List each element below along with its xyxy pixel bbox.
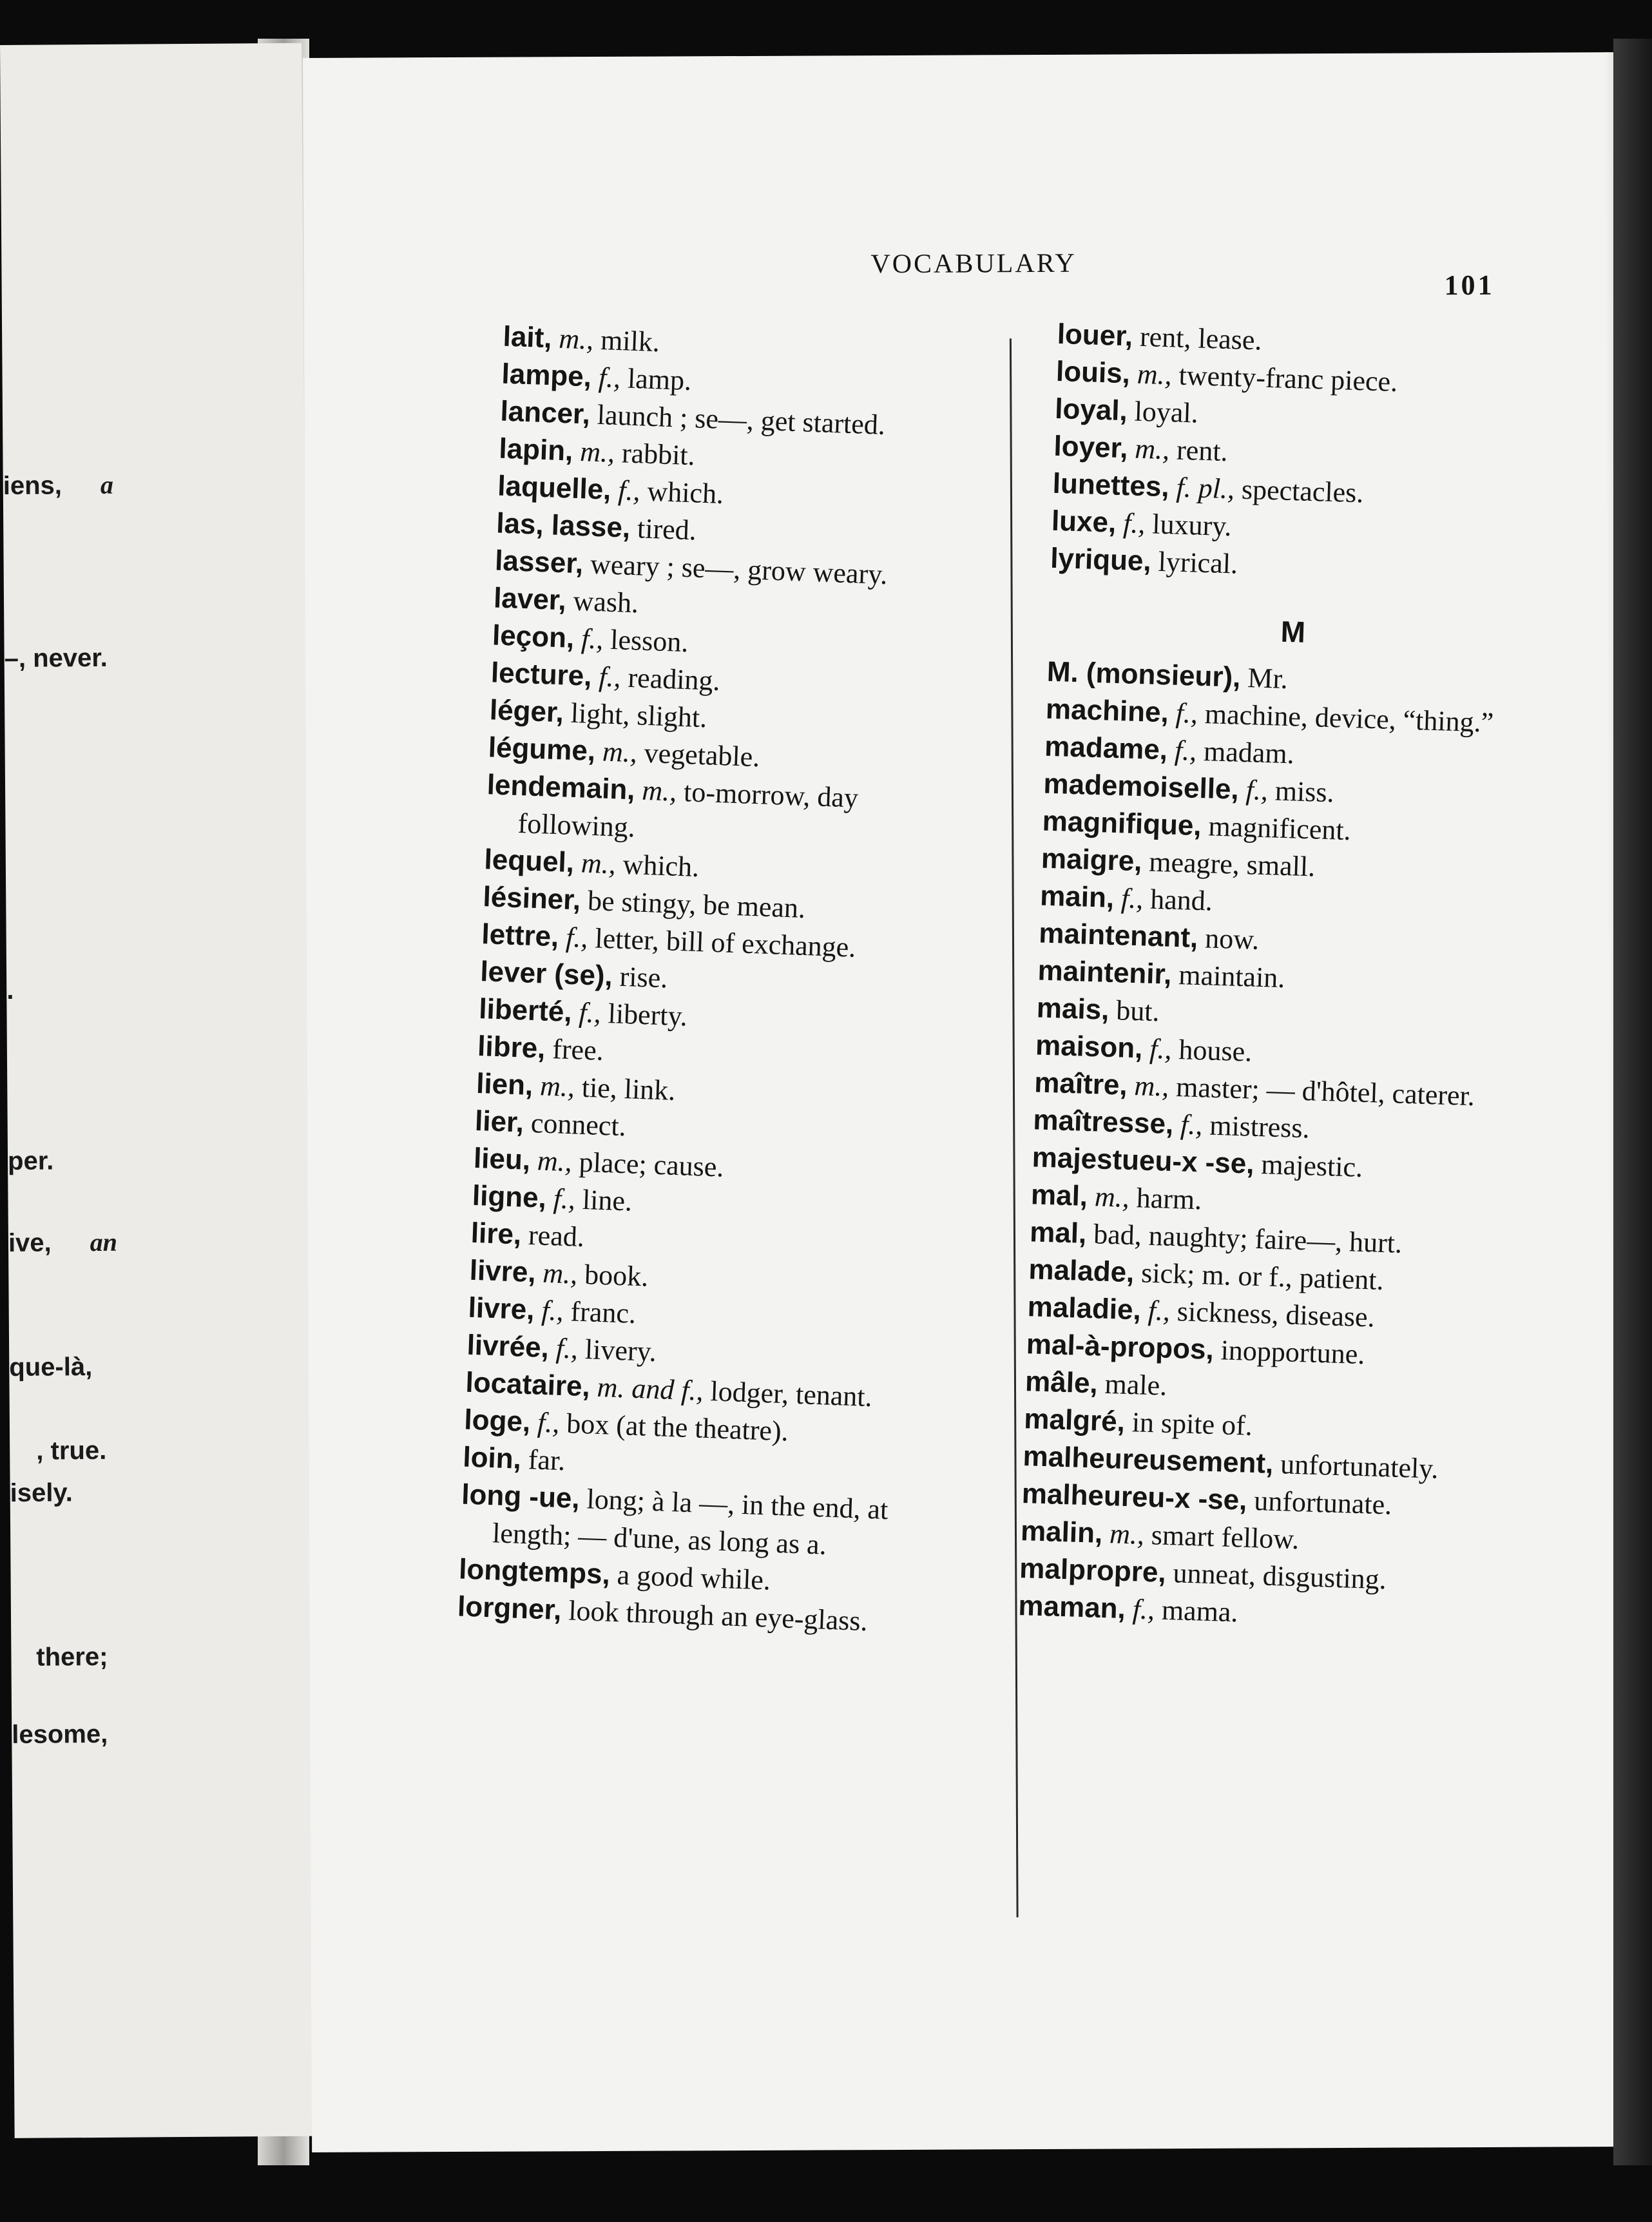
entry-grammar: m., <box>558 322 595 356</box>
entry-headword: louer, <box>1057 318 1133 353</box>
left-page-fragment <box>6 974 290 1005</box>
entry-definition: madam. <box>1203 735 1295 770</box>
entry-headword: M. (monsieur), <box>1046 655 1242 693</box>
fragment-text: isely. <box>10 1478 73 1507</box>
left-page-fragment <box>4 642 287 673</box>
entry-headword: maintenant, <box>1038 917 1199 954</box>
entry-definition: free. <box>552 1033 604 1067</box>
left-page-fragment <box>3 469 287 501</box>
fragment-text: . <box>6 976 14 1005</box>
entry-definition: book. <box>584 1259 649 1293</box>
left-page-fragment <box>8 1226 292 1258</box>
entry-headword: longtemps, <box>458 1553 611 1590</box>
entry-headword: lettre, <box>481 918 560 953</box>
entry-headword: lever (se), <box>479 956 613 992</box>
entry-definition: to-morrow, day following. <box>517 776 859 844</box>
entry-definition: box (at the theatre). <box>566 1407 789 1447</box>
entry-grammar: f., <box>555 1332 579 1365</box>
entry-headword: livrée, <box>466 1329 550 1364</box>
entry-definition: bad, naughty; faire—, hurt. <box>1093 1218 1403 1259</box>
left-page <box>0 43 316 2138</box>
entry-headword: maintenir, <box>1037 954 1173 990</box>
entry-grammar: f., <box>598 361 622 394</box>
entry-definition: look through an eye-glass. <box>568 1594 869 1638</box>
fragment-text: iens, <box>3 471 62 500</box>
fragment-text: , true. <box>36 1436 107 1465</box>
entry-headword: mal-à-propos, <box>1026 1328 1215 1366</box>
entry-headword: mal, <box>1030 1179 1088 1212</box>
entry-definition: sick; m. or f., patient. <box>1140 1257 1385 1297</box>
entry-definition: unneat, disgusting. <box>1172 1557 1387 1596</box>
entry-definition: machine, device, “thing.” <box>1204 698 1494 739</box>
entry-definition: inopportune. <box>1220 1334 1366 1371</box>
entry-definition: read. <box>528 1219 585 1253</box>
entry-headword: lasser, <box>494 545 584 580</box>
entry-definition: miss. <box>1274 775 1335 809</box>
entry-headword: lésiner, <box>482 881 582 916</box>
entry-headword: lire, <box>470 1217 523 1251</box>
entry-headword: lancer, <box>499 395 591 430</box>
entry-definition: harm. <box>1136 1182 1202 1216</box>
entry-grammar: m. and f., <box>596 1371 704 1407</box>
left-page-fragments <box>0 43 296 1749</box>
entry-headword: loin, <box>462 1441 522 1475</box>
entry-headword: laquelle, <box>497 470 612 506</box>
entry-grammar: f., <box>1148 1294 1171 1327</box>
entry-headword: luxe, <box>1051 505 1117 539</box>
entry-grammar: m., <box>1134 432 1170 466</box>
entry-headword: locataire, <box>465 1366 591 1403</box>
entry-headword: loyal, <box>1054 392 1128 427</box>
entry-headword: malpropre, <box>1019 1552 1167 1589</box>
entry-headword: libre, <box>477 1030 546 1065</box>
entry-headword: malheureusement, <box>1022 1440 1274 1480</box>
entry-definition: livery. <box>584 1333 657 1368</box>
entry-grammar: f., <box>565 921 589 954</box>
entry-definition: rent. <box>1176 434 1229 468</box>
entry-grammar: m., <box>537 1145 573 1178</box>
entry-definition: weary ; se—, grow weary. <box>590 548 888 591</box>
entry-grammar: f., <box>537 1406 561 1439</box>
entry-definition: a good while. <box>616 1559 771 1596</box>
fragment-text: que-là, <box>9 1353 93 1382</box>
entry-headword: magnifique, <box>1042 805 1202 842</box>
entry-headword: madame, <box>1044 730 1168 766</box>
entry-headword: maladie, <box>1027 1291 1142 1326</box>
running-head: VOCABULARY <box>870 248 1077 280</box>
entry-definition: meagre, small. <box>1148 845 1316 883</box>
entry-definition: vegetable. <box>643 737 761 773</box>
entry-grammar: m., <box>579 436 615 469</box>
entry-headword: machine, <box>1045 693 1169 729</box>
entry-definition: long; à la —, in the end, at length; — d'une, as long as a. <box>492 1483 889 1561</box>
entry-grammar: m., <box>581 847 617 880</box>
entry-grammar: f., <box>1122 507 1146 540</box>
entry-definition: mistress. <box>1209 1109 1311 1145</box>
entry-grammar: f., <box>552 1183 576 1215</box>
entry-definition: hand. <box>1149 883 1213 917</box>
entry-headword: lorgner, <box>457 1590 562 1627</box>
entry-headword: léger, <box>489 694 564 729</box>
vocabulary-column-left <box>457 318 993 1643</box>
entry-definition: tie, link. <box>581 1071 677 1106</box>
fragment-italic: a <box>100 470 114 499</box>
entry-definition: Mr. <box>1247 662 1289 695</box>
left-page-fragment <box>11 1643 108 1672</box>
entry-grammar: f., <box>1175 697 1198 729</box>
entry-grammar: f., <box>578 996 602 1029</box>
entry-grammar: f., <box>1180 1108 1204 1141</box>
entry-definition: male. <box>1104 1367 1167 1402</box>
entry-definition: milk. <box>600 324 660 358</box>
entry-grammar: m., <box>1109 1518 1145 1551</box>
entry-headword: malin, <box>1020 1515 1103 1549</box>
entry-headword: ligne, <box>472 1179 547 1214</box>
entry-definition: majestic. <box>1260 1148 1363 1183</box>
entry-definition: be stingy, be mean. <box>587 884 806 924</box>
entry-definition: unfortunate. <box>1253 1485 1392 1521</box>
entry-definition: tired. <box>637 512 697 546</box>
entry-definition: luxury. <box>1151 508 1233 543</box>
fragment-text: ive, <box>8 1228 52 1257</box>
left-page-fragment <box>8 1145 291 1176</box>
entry-headword: lecture, <box>490 657 593 692</box>
entry-grammar: m., <box>641 774 678 807</box>
entry-headword: lien, <box>475 1067 534 1102</box>
entry-definition: now. <box>1204 922 1260 956</box>
entry-grammar: m., <box>542 1257 579 1290</box>
entry-headword: leçon, <box>492 619 575 654</box>
entry-grammar: f., <box>617 474 641 507</box>
left-page-fragment <box>10 1477 294 1508</box>
entry-definition: sickness, disease. <box>1177 1295 1376 1333</box>
entry-grammar: f., <box>598 661 622 693</box>
fragment-italic: an <box>90 1227 118 1257</box>
entry-headword: malheureu-x -se, <box>1021 1478 1248 1516</box>
entry-headword: légume, <box>488 731 596 768</box>
entry-definition: rabbit. <box>621 437 696 472</box>
entry-headword: las, lasse, <box>495 507 631 544</box>
column-divider <box>1010 338 1019 1917</box>
entry-definition: lamp. <box>627 362 692 397</box>
entry-headword: mais, <box>1036 992 1110 1026</box>
entry-grammar: f., <box>1149 1032 1173 1065</box>
entry-grammar: f., <box>1174 734 1197 767</box>
entry-headword: lequel, <box>483 844 575 879</box>
entry-grammar: f., <box>1120 882 1144 915</box>
entry-headword: liberté, <box>478 992 573 1029</box>
entry-definition: lodger, tenant. <box>709 1375 873 1413</box>
entry-grammar: f., <box>1132 1593 1155 1626</box>
entry-definition: in spite of. <box>1131 1406 1253 1442</box>
entry-definition: master; — d'hôtel, caterer. <box>1175 1071 1475 1112</box>
entry-headword: lampe, <box>501 358 592 393</box>
entry-definition: maintain. <box>1178 959 1286 994</box>
entry-grammar: f., <box>541 1294 564 1327</box>
entry-headword: malgré, <box>1023 1403 1126 1438</box>
left-page-fragment <box>10 1436 106 1466</box>
entry-definition: wash. <box>572 584 639 619</box>
entry-definition: magnificent. <box>1207 810 1352 847</box>
entry-headword: lieu, <box>473 1142 531 1176</box>
entries-l-continued <box>1050 316 1547 592</box>
entry-definition: far. <box>527 1444 566 1477</box>
entry-headword: mademoiselle, <box>1042 768 1240 806</box>
entry-headword: maîtresse, <box>1032 1104 1174 1140</box>
entry-definition: place; cause. <box>578 1146 725 1183</box>
entry-definition: light, slight. <box>570 697 708 734</box>
entry-headword: mâle, <box>1024 1366 1099 1400</box>
fragment-text: per. <box>7 1146 54 1175</box>
entry-grammar: m., <box>1094 1181 1130 1213</box>
letter-heading-m: M <box>1280 614 1306 649</box>
entry-headword: maître, <box>1033 1067 1128 1101</box>
entry-grammar: m., <box>1133 1070 1170 1103</box>
entry-definition: liberty. <box>607 998 688 1032</box>
entry-definition: but. <box>1115 994 1160 1028</box>
left-page-fragment <box>12 1719 295 1750</box>
entry-definition: twenty-franc piece. <box>1178 359 1398 398</box>
entry-definition: lyrical. <box>1157 545 1238 580</box>
entry-definition: rent, lease. <box>1139 320 1263 356</box>
entries-m <box>1018 653 1537 1640</box>
entry-grammar: m., <box>539 1070 575 1103</box>
entry-definition: which. <box>622 848 700 884</box>
fragment-text: –, never. <box>4 643 108 673</box>
entry-headword: loyer, <box>1053 430 1129 465</box>
entry-headword: lait, <box>502 320 553 354</box>
vocabulary-column-right <box>1018 316 1548 1639</box>
entry-headword: laver, <box>493 582 567 617</box>
entry-definition: reading. <box>627 661 721 697</box>
background-edge <box>1613 39 1652 2165</box>
left-page-fragment <box>9 1351 293 1382</box>
entry-definition: unfortunately. <box>1280 1448 1439 1485</box>
entry-definition: letter, bill of exchange. <box>594 922 857 963</box>
entry-headword: maigre, <box>1041 842 1143 878</box>
entry-definition: lesson. <box>610 623 689 659</box>
entry-headword: long -ue, <box>461 1478 581 1515</box>
entry-headword: main, <box>1039 880 1115 914</box>
fragment-text: lesome, <box>12 1719 108 1749</box>
entry-grammar: f., <box>1245 774 1269 807</box>
entry-grammar: m., <box>602 735 638 769</box>
entry-headword: louis, <box>1055 355 1131 390</box>
entry-definition: house. <box>1178 1034 1253 1068</box>
entry-headword: majestueu-x -se, <box>1032 1141 1255 1180</box>
entry-headword: maman, <box>1017 1589 1126 1625</box>
entry-definition: mama. <box>1161 1594 1239 1628</box>
entry-headword: lier, <box>474 1105 524 1139</box>
entry-definition: launch ; se—, get started. <box>597 398 886 441</box>
entry-headword: lapin, <box>498 432 574 467</box>
entry-definition: line. <box>582 1183 633 1217</box>
right-page <box>303 52 1633 2152</box>
entry-definition: which. <box>646 475 724 510</box>
entry-headword: lendemain, <box>486 769 636 806</box>
entry-headword: malade, <box>1028 1253 1135 1289</box>
entry-definition: spectacles. <box>1241 473 1365 509</box>
entry-headword: lunettes, <box>1052 467 1170 503</box>
page-number: 101 <box>1444 269 1495 302</box>
entry-headword: livre, <box>467 1291 535 1326</box>
entry-headword: livre, <box>468 1254 537 1289</box>
entry-definition: smart fellow. <box>1151 1519 1300 1556</box>
entry-definition: connect. <box>530 1106 627 1143</box>
entry-headword: loge, <box>463 1404 532 1438</box>
entry-headword: mal, <box>1029 1216 1088 1250</box>
entry-grammar: f. pl., <box>1175 471 1235 505</box>
entry-headword: maison, <box>1035 1029 1144 1065</box>
entry-definition: loyal. <box>1134 395 1199 429</box>
entry-grammar: f., <box>581 623 604 655</box>
entry-definition: rise. <box>619 960 669 994</box>
entry-grammar: m., <box>1137 358 1173 391</box>
entry-headword: lyrique, <box>1050 542 1152 577</box>
fragment-text: there; <box>36 1642 108 1672</box>
entry-definition: franc. <box>570 1295 637 1329</box>
